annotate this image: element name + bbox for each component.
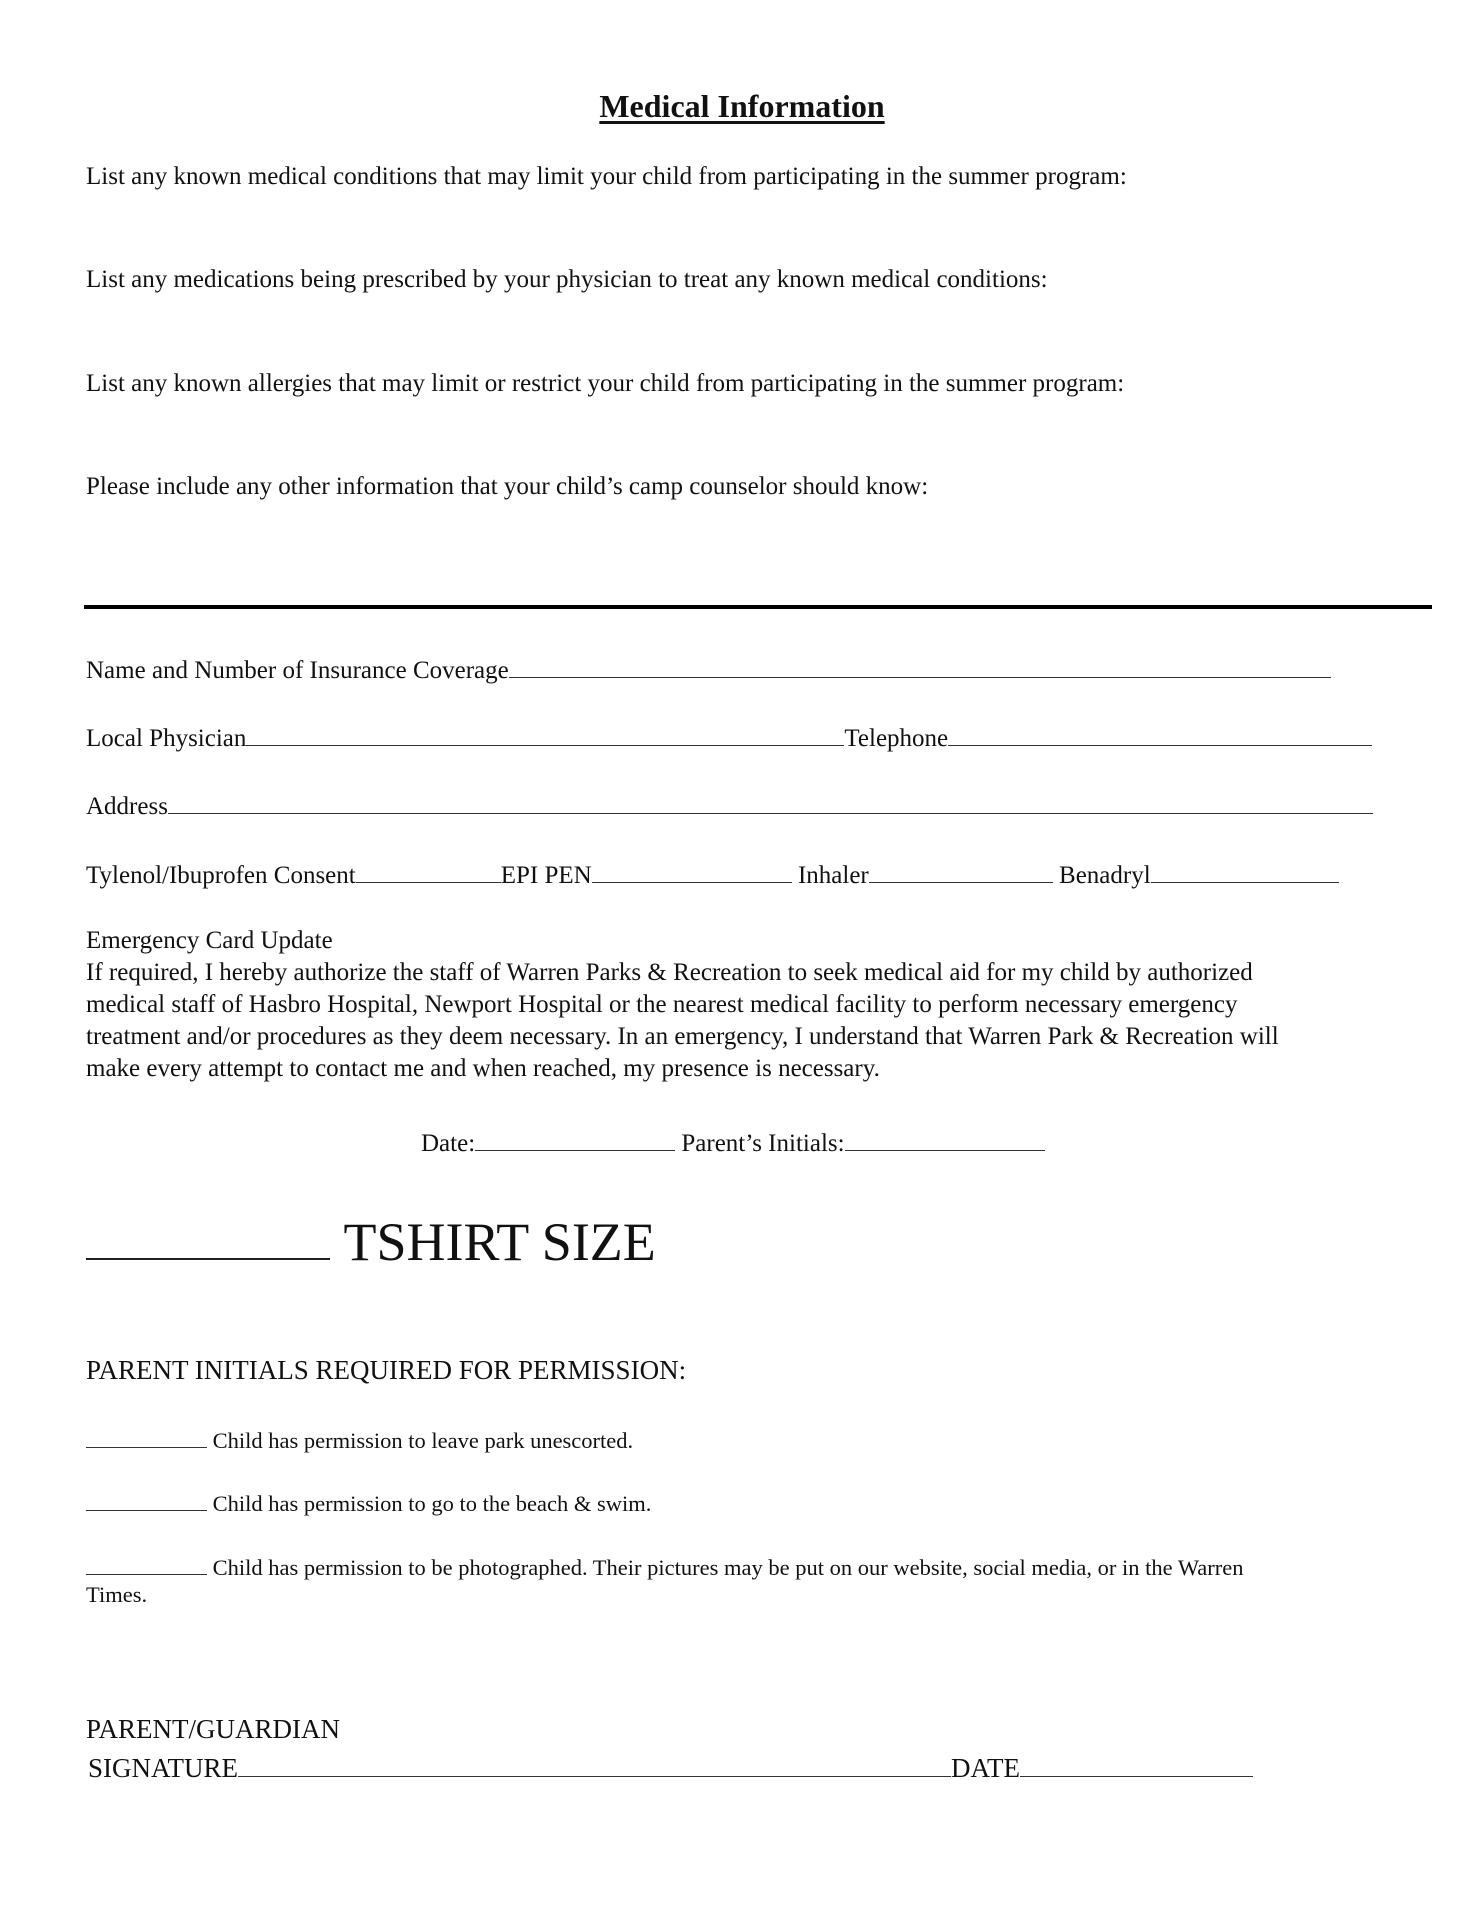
emergency-text-line: medical staff of Hasbro Hospital, Newport Hospital or the nearest medical facility to perform necessary emergency (86, 991, 1238, 1018)
parent-initials-field[interactable] (845, 1128, 1045, 1151)
tylenol-field[interactable] (356, 860, 501, 883)
benadryl-field[interactable] (1151, 860, 1339, 883)
telephone-field[interactable] (948, 723, 1372, 746)
insurance-label: Name and Number of Insurance Coverage (86, 657, 509, 684)
insurance-row (86, 655, 1331, 686)
date-label: Date: (421, 1130, 476, 1157)
date-initials-row (421, 1128, 1045, 1159)
signature-field[interactable] (238, 1752, 951, 1777)
epipen-field[interactable] (592, 860, 792, 883)
page-title: Medical Information (599, 88, 885, 124)
question-medical-conditions: List any known medical conditions that may limit your child from participating in the summer program: (86, 163, 1127, 190)
emergency-text-line: treatment and/or procedures as they deem necessary. In an emergency, I understand that Warren Park & Recreation will (86, 1023, 1279, 1050)
tshirt-row (86, 1210, 656, 1274)
telephone-label: Telephone (844, 725, 949, 752)
signature-row (88, 1752, 1253, 1783)
question-other-info: Please include any other information that your child’s camp counselor should know: (86, 473, 929, 500)
inhaler-label: Inhaler (797, 862, 869, 889)
address-label: Address (86, 793, 168, 820)
permission-text: Child has permission to leave park unescorted. (212, 1428, 634, 1453)
physician-row (86, 723, 1372, 754)
address-field[interactable] (168, 791, 1373, 814)
permission-text: Child has permission to go to the beach & swim. (212, 1491, 652, 1516)
tshirt-size-field[interactable] (86, 1214, 330, 1260)
permission-text: Child has permission to be photographed. Their pictures may be put on our website, social media, or in the Warren (212, 1555, 1244, 1580)
insurance-field[interactable] (509, 655, 1331, 678)
question-allergies: List any known allergies that may limit or restrict your child from participating in the summer program: (86, 370, 1125, 397)
section-divider (84, 605, 1432, 609)
physician-label: Local Physician (86, 725, 247, 752)
address-row (86, 791, 1373, 822)
date-field[interactable] (475, 1128, 675, 1151)
permission-item (86, 1426, 633, 1456)
permission-continuation: Times. (86, 1582, 148, 1607)
signature-label-line2: SIGNATURE (88, 1753, 239, 1783)
epipen-label: EPI PEN (500, 862, 592, 889)
signature-date-label: DATE (951, 1753, 1021, 1783)
permissions-heading: PARENT INITIALS REQUIRED FOR PERMISSION: (86, 1355, 687, 1385)
physician-field[interactable] (246, 723, 844, 746)
emergency-section (86, 925, 1416, 1085)
permission-item (86, 1553, 1244, 1583)
parent-initials-label: Parent’s Initials: (681, 1130, 845, 1157)
benadryl-label: Benadryl (1059, 862, 1151, 889)
inhaler-field[interactable] (869, 860, 1053, 883)
emergency-text-line: If required, I hereby authorize the staff of Warren Parks & Recreation to seek medical aid for my child by authorized (86, 959, 1253, 986)
question-medications: List any medications being prescribed by your physician to treat any known medical conditions: (86, 266, 1048, 293)
signature-label-line1: PARENT/GUARDIAN (86, 1714, 341, 1744)
emergency-text-line: make every attempt to contact me and when reached, my presence is necessary. (86, 1055, 880, 1082)
tshirt-size-label: TSHIRT SIZE (343, 1212, 656, 1272)
permission-initials-field[interactable] (86, 1427, 207, 1448)
consent-row (86, 860, 1339, 891)
permission-initials-field[interactable] (86, 1554, 207, 1575)
signature-date-field[interactable] (1020, 1752, 1253, 1777)
permission-item (86, 1489, 651, 1519)
emergency-heading: Emergency Card Update (86, 927, 333, 954)
permission-initials-field[interactable] (86, 1490, 207, 1511)
tylenol-label: Tylenol/Ibuprofen Consent (86, 862, 356, 889)
